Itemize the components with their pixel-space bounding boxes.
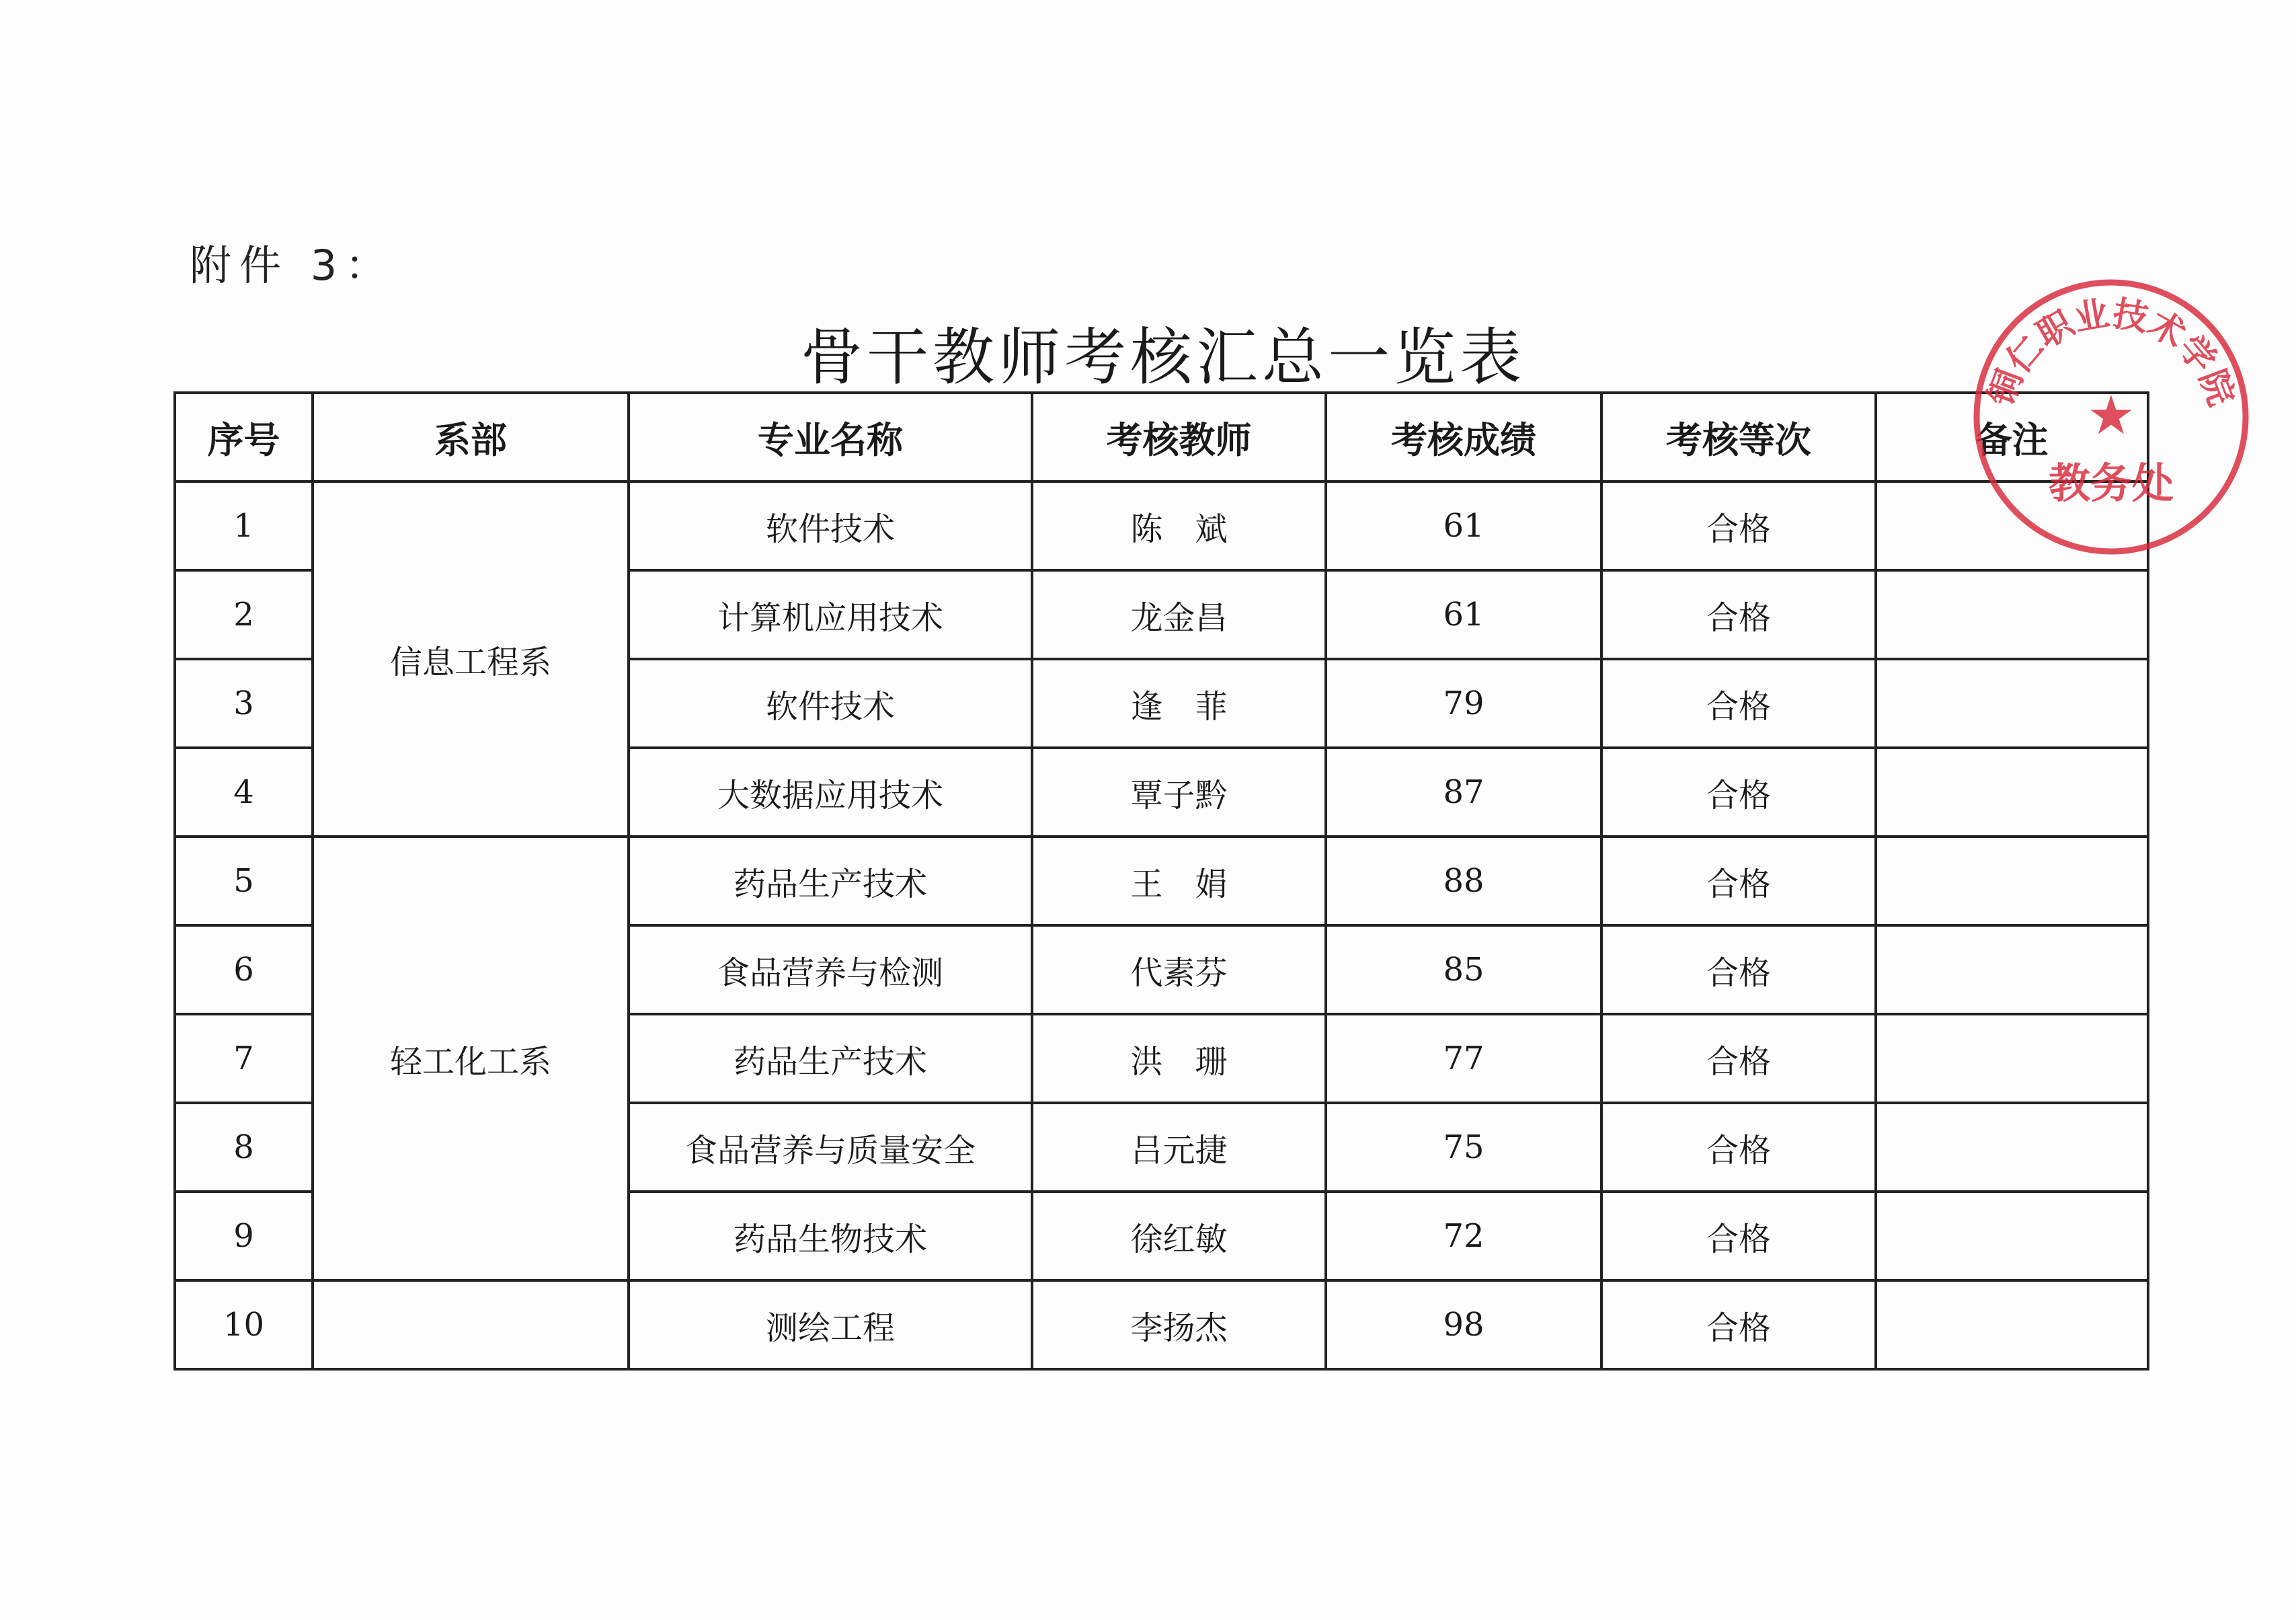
cell-index: 8 xyxy=(175,1103,313,1192)
cell-department: 轻工化工系 xyxy=(313,837,629,1280)
cell-note xyxy=(1876,748,2148,837)
table-row xyxy=(175,1280,2148,1369)
cell-major: 食品营养与检测 xyxy=(629,925,1032,1014)
header-row xyxy=(175,393,2148,481)
attachment-label: 附件 3： xyxy=(190,241,395,290)
cell-grade: 合格 xyxy=(1601,1103,1876,1192)
cell-grade: 合格 xyxy=(1601,1280,1876,1369)
cell-department xyxy=(313,1280,629,1369)
cell-major: 大数据应用技术 xyxy=(629,748,1032,837)
cell-major: 药品生产技术 xyxy=(629,837,1032,925)
cell-index: 9 xyxy=(175,1192,313,1280)
summary-table xyxy=(173,391,2149,1371)
cell-note xyxy=(1876,1280,2148,1369)
cell-department: 信息工程系 xyxy=(313,481,629,837)
cell-note xyxy=(1876,659,2148,748)
header-grade: 考核等次 xyxy=(1601,393,1876,481)
cell-grade: 合格 xyxy=(1601,659,1876,748)
cell-score: 61 xyxy=(1326,570,1601,659)
cell-major: 测绘工程 xyxy=(629,1280,1032,1369)
cell-note xyxy=(1876,925,2148,1014)
cell-grade: 合格 xyxy=(1601,837,1876,925)
cell-index: 5 xyxy=(175,837,313,925)
cell-index: 2 xyxy=(175,570,313,659)
cell-grade: 合格 xyxy=(1601,481,1876,570)
cell-major: 软件技术 xyxy=(629,481,1032,570)
cell-index: 3 xyxy=(175,659,313,748)
cell-grade: 合格 xyxy=(1601,1192,1876,1280)
cell-teacher: 王 娟 xyxy=(1032,837,1326,925)
table-row xyxy=(175,481,2148,570)
cell-teacher: 吕元捷 xyxy=(1032,1103,1326,1192)
cell-score: 79 xyxy=(1326,659,1601,748)
cell-teacher: 逢 菲 xyxy=(1032,659,1326,748)
cell-score: 61 xyxy=(1326,481,1601,570)
cell-score: 98 xyxy=(1326,1280,1601,1369)
document-title: 骨干教师考核汇总一览表 xyxy=(800,321,1526,393)
header-department: 系部 xyxy=(313,393,629,481)
header-teacher: 考核教师 xyxy=(1032,393,1326,481)
cell-teacher: 龙金昌 xyxy=(1032,570,1326,659)
cell-note xyxy=(1876,1192,2148,1280)
cell-major: 软件技术 xyxy=(629,659,1032,748)
cell-major: 药品生物技术 xyxy=(629,1192,1032,1280)
table-row xyxy=(175,837,2148,925)
cell-score: 87 xyxy=(1326,748,1601,837)
seal-center-text: 教务处 xyxy=(2048,459,2174,508)
cell-teacher: 覃子黔 xyxy=(1032,748,1326,837)
cell-note xyxy=(1876,570,2148,659)
cell-grade: 合格 xyxy=(1601,570,1876,659)
cell-teacher: 徐红敏 xyxy=(1032,1192,1326,1280)
cell-teacher: 李扬杰 xyxy=(1032,1280,1326,1369)
seal-star-icon: ★ xyxy=(2087,384,2135,447)
header-index: 序号 xyxy=(175,393,313,481)
cell-index: 7 xyxy=(175,1014,313,1103)
cell-teacher: 陈 斌 xyxy=(1032,481,1326,570)
cell-grade: 合格 xyxy=(1601,1014,1876,1103)
cell-major: 药品生产技术 xyxy=(629,1014,1032,1103)
cell-index: 10 xyxy=(175,1280,313,1369)
header-score: 考核成绩 xyxy=(1326,393,1601,481)
cell-major: 食品营养与质量安全 xyxy=(629,1103,1032,1192)
cell-note xyxy=(1876,1103,2148,1192)
cell-teacher: 洪 珊 xyxy=(1032,1014,1326,1103)
cell-grade: 合格 xyxy=(1601,925,1876,1014)
cell-score: 77 xyxy=(1326,1014,1601,1103)
header-major: 专业名称 xyxy=(629,393,1032,481)
cell-note xyxy=(1876,837,2148,925)
cell-score: 85 xyxy=(1326,925,1601,1014)
cell-score: 72 xyxy=(1326,1192,1601,1280)
header-note: 备注 xyxy=(1876,393,2148,481)
seal-arc-text: 铜仁职业技术学院 xyxy=(1980,293,2242,412)
cell-note xyxy=(1876,1014,2148,1103)
cell-grade: 合格 xyxy=(1601,748,1876,837)
cell-index: 4 xyxy=(175,748,313,837)
cell-score: 88 xyxy=(1326,837,1601,925)
cell-index: 1 xyxy=(175,481,313,570)
cell-score: 75 xyxy=(1326,1103,1601,1192)
cell-note xyxy=(1876,481,2148,570)
cell-index: 6 xyxy=(175,925,313,1014)
cell-major: 计算机应用技术 xyxy=(629,570,1032,659)
cell-teacher: 代素芬 xyxy=(1032,925,1326,1014)
